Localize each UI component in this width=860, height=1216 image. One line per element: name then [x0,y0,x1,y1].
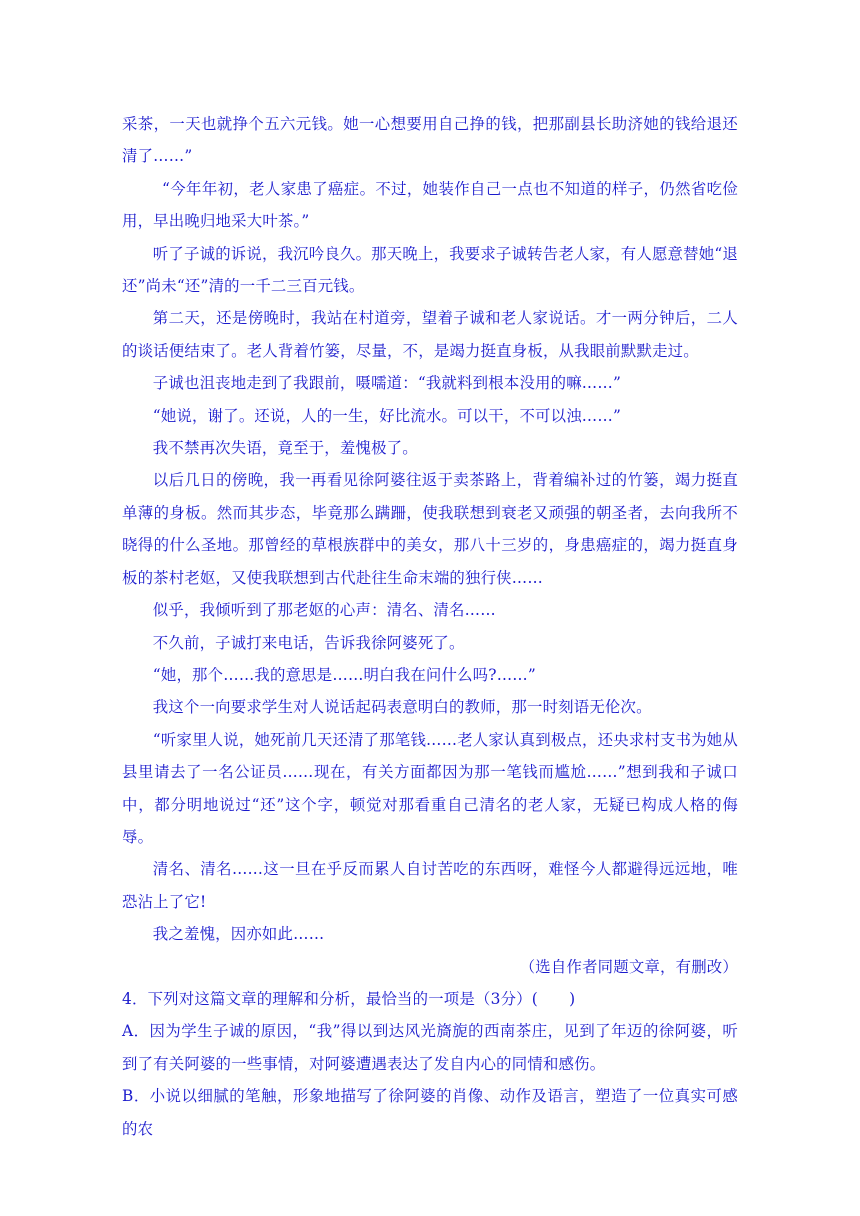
question-stem: 4．下列对这篇文章的理解和分析，最恰当的一项是（3分）( ) [122,989,576,1008]
source-note: （选自作者同题文章，有删改） [519,957,738,976]
document-body [122,108,738,1145]
paragraph: 我这个一向要求学生对人说话起码表意明白的教师，那一时刻语无伦次。 [152,698,652,717]
paragraph: 第二天，还是傍晚时，我站在村道旁，望着子诚和老人家说话。才一两分钟后，二人的谈话便结束了。老人背着竹篓，尽量，不，是竭力挺直身板，从我眼前默默走过。 [122,309,738,360]
paragraph: “她，那个……我的意思是……明白我在问什么吗?……” [152,665,536,684]
paragraph: 我不禁再次失语，竟至于，羞愧极了。 [152,439,418,458]
paragraph: 子诚也沮丧地走到了我跟前，嗫嚅道：“我就料到根本没用的嘛……” [152,374,622,393]
paragraph: 不久前，子诚打来电话，告诉我徐阿婆死了。 [152,633,465,652]
paragraph: 听了子诚的诉说，我沉吟良久。那天晚上，我要求子诚转告老人家，有人愿意替她“退还”尚未“还”清的一千二三百元钱。 [122,244,738,296]
paragraph: 采茶，一天也就挣个五六元钱。她一心想要用自己挣的钱，把那副县长助济她的钱给退还清了……” [122,115,738,166]
option-a: A．因为学生子诚的原因，“我”得以到达风光旖旎的西南茶庄，见到了年迈的徐阿婆，听到了有关阿婆的一些事情，对阿婆遭遇表达了发自内心的同情和感伤。 [122,1022,738,1073]
paragraph: 似乎，我倾听到了那老妪的心声：清名、清名…… [152,601,496,620]
paragraph: “她说，谢了。还说，人的一生，好比流水。可以干，不可以浊……” [152,406,622,425]
paragraph: 清名、清名……这一旦在乎反而累人自讨苦吃的东西呀，难怪今人都避得远远地，唯恐沾上了它! [122,860,738,911]
paragraph: “今年年初，老人家患了癌症。不过，她装作自己一点也不知道的样子，仍然省吃俭用，早出晚归地采大叶茶。” [122,179,738,231]
option-b: B．小说以细腻的笔触，形象地描写了徐阿婆的肖像、动作及语言，塑造了一位真实可感的农 [122,1087,738,1138]
paragraph: “听家里人说，她死前几天还清了那笔钱……老人家认真到极点，还央求村支书为她从县里请去了一名公证员……现在，有关方面都因为那一笔钱而尴尬……”想到我和子诚口中，都分明地说过“还”这个字，顿觉对那看重自己清名的老人家，无疑已构成人格的侮辱。 [122,730,738,846]
paragraph: 以后几日的傍晚，我一再看见徐阿婆往返于卖茶路上，背着编补过的竹篓，竭力挺直单薄的身板。然而其步态，毕竟那么蹒跚，使我联想到衰老又顽强的朝圣者，去向我所不晓得的什么圣地。那曾经的草根族群中的美女，那八十三岁的，身患癌症的，竭力挺直身板的茶村老妪，又使我联想到古代赴往生命末端的独行侠…… [122,471,738,587]
paragraph: 我之羞愧，因亦如此…… [152,925,325,944]
